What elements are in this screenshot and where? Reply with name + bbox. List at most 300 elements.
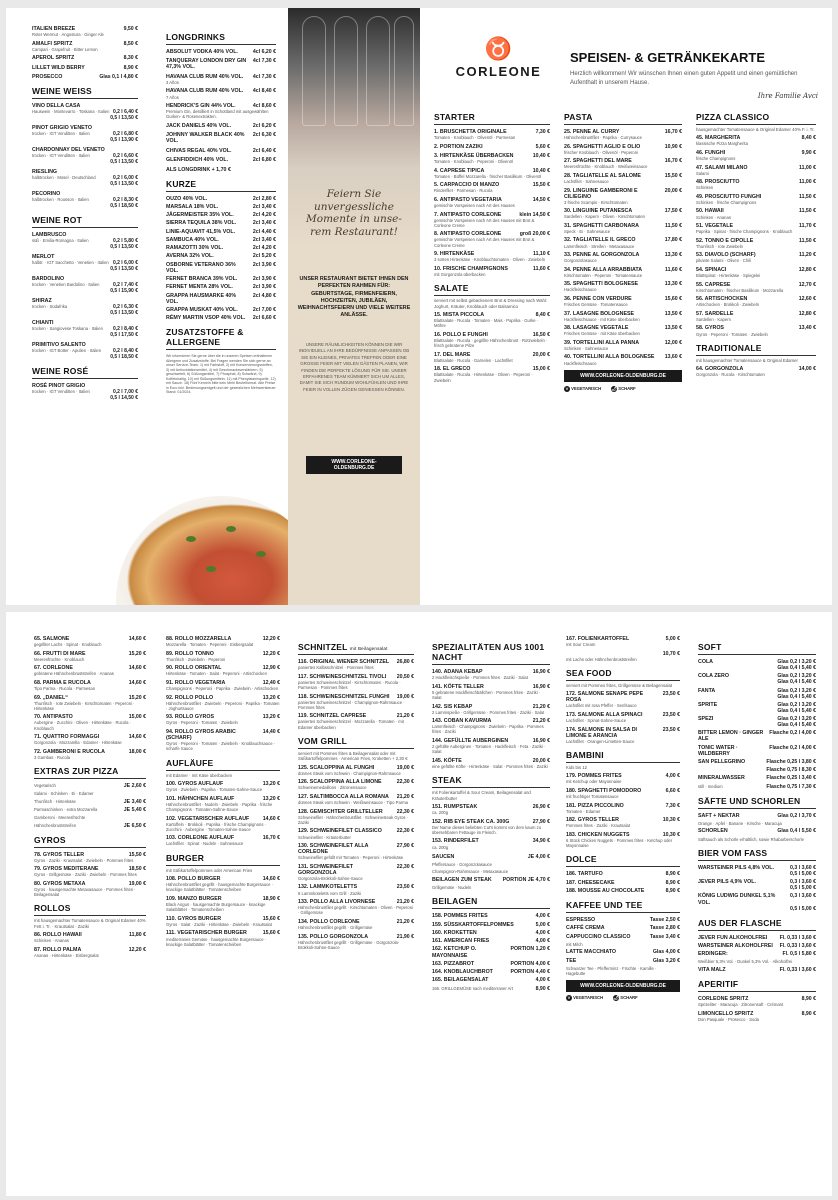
item-description: Tomaten · Knoblauch · Peperoni · Olivenöl — [434, 159, 513, 165]
section-title-rollos: ROLLOS — [34, 903, 146, 916]
legend-vegetarian: VEGETARISCH — [573, 995, 604, 1001]
legend-scharf: SCHARF — [618, 385, 636, 391]
item-name: BITTER LEMON · GINGER ALE — [698, 730, 764, 743]
item-description: Gyros · Peperoni · Tomaten · Zwiebeln — [166, 720, 238, 726]
menu-item — [698, 951, 816, 957]
item-price: 8,40 € — [535, 311, 550, 318]
item-name: 172. SALMONE SENAPE PEPE ROSA — [566, 691, 644, 704]
item-name: 26. SPAGHETTI AGLIO E OLIO — [564, 143, 641, 150]
item-description: Gyros · Zwiebeln · Paprika · Tomaten-Sahne-Sauce — [166, 787, 263, 793]
menu-item — [166, 196, 276, 202]
item-description: Schinken — [696, 185, 714, 191]
item-name: 45. MARGHERITA — [696, 135, 741, 142]
menu-item — [166, 714, 280, 725]
menu-item — [32, 55, 138, 61]
item-price: 12,20 € — [262, 636, 280, 642]
item-price: Flasche 0,25 l 3,40 € — [766, 775, 816, 782]
menu-item — [32, 383, 138, 402]
item-name: 49. PROSCIUTTO FUNGHI — [696, 193, 762, 200]
item-description: Tomaten · Büffel Mozzarella · frischer Basilikum · Olivenöl — [434, 173, 542, 179]
item-price: 13,40 € — [798, 325, 816, 332]
item-name: 94. ROLLO GYROS ARABIC (SCHARF) — [166, 729, 236, 742]
menu-item — [432, 669, 550, 680]
item-description: ca. 200g — [432, 810, 449, 815]
menu-item — [698, 837, 816, 842]
website-link[interactable]: WWW.CORLEONE-OLDENBURG.DE — [306, 456, 402, 474]
menu-item — [298, 843, 414, 860]
item-name: WARSTEINER ALKOHOLFREI — [698, 942, 773, 949]
item-price: Fl. 0,33 l 3,60 € — [779, 966, 816, 973]
item-name: 127. SALTIMBOCCA ALLA ROMANA — [298, 793, 389, 800]
item-description: Schinken · frische Champignons — [696, 199, 757, 205]
legend-vegetarian: VEGETARISCH — [571, 385, 602, 391]
item-price: 4cl 8,40 € — [252, 88, 276, 95]
section-title-pasta: PASTA — [564, 112, 682, 125]
item-description: Gyros · Grillgemüse · Zaziki · Zwiebeln · Pommes frites — [34, 872, 137, 878]
item-description: Hackfleischsauce — [564, 360, 597, 366]
grill-subtitle: serviert mit Pommes frites & Beilagensalat oder mit Süßkartoffelpommes · American Fries, Kroketten + 2,30 € — [298, 750, 408, 762]
item-price: 15,00 € — [532, 366, 550, 373]
item-price: 10,40 € — [532, 153, 550, 159]
item-price: 4cl 7,30 € — [252, 58, 276, 65]
menu-item — [564, 237, 682, 248]
item-name: FERNET MENTA 28% VOL. — [166, 284, 233, 291]
item-name: 80. GYROS METAXA — [34, 880, 86, 887]
item-price: 13,50 € — [664, 310, 682, 317]
section-title-schnitzel: SCHNITZEL mit Beilagensalat — [298, 642, 414, 655]
item-description: Aubergine · Zucchini · Oliven · Hirtenkäse · Rucola · Knoblauch — [34, 720, 132, 731]
item-price: 8,90 € — [665, 871, 680, 878]
item-name: Säftsauch als Schorle erhältlich, sowie Rhabarberschorle — [698, 836, 804, 842]
menu-item — [566, 832, 680, 849]
vegetarian-icon: V — [567, 995, 571, 1001]
menu-item — [32, 103, 138, 122]
item-price: 0,5 l 15,90 € — [110, 288, 138, 295]
item-name: CHARDONNAY DEL VENETO — [32, 146, 105, 153]
item-name: CHIANTI — [32, 319, 54, 326]
website-link[interactable]: WWW.CORLEONE-OLDENBURG.DE — [566, 980, 680, 992]
item-price: 19,00 € — [396, 693, 414, 700]
item-name: 163. PIZZABROT — [432, 960, 475, 967]
section-title-pizza-classico: PIZZA CLASSICO — [696, 112, 816, 125]
menu-item — [696, 223, 816, 234]
item-description: mit Lachs oder Hähnchenbruststreifen — [566, 656, 637, 662]
item-price: PORTION JE 4,70 € — [502, 876, 550, 883]
item-description: Gyros · Zaziki · Krautsalat · Zwiebeln · Pommes frites — [34, 857, 134, 863]
item-description: Paprika · Spinat · frische Champignons · Knoblauch — [696, 229, 793, 235]
item-price: Glas 0,2 l 3,20 € — [777, 673, 816, 680]
promo-photo-column — [288, 8, 420, 605]
menu-item — [32, 65, 138, 71]
item-price: Glas 0,2 l 3,70 € — [777, 812, 816, 819]
item-name: 90. ROLLO ORIENTAL — [166, 665, 222, 672]
item-price: 14,40 € — [262, 729, 280, 735]
item-name: 100. GYROS AUFLAUF — [166, 781, 224, 788]
item-price: 8,40 € — [801, 135, 816, 142]
item-price: 12,00 € — [664, 339, 682, 346]
item-price: 2cl 3,90 € — [252, 261, 276, 268]
item-price: 0,2 l 8,30 € — [112, 196, 138, 203]
section-title-dolce: DOLCE — [566, 854, 680, 867]
item-price: 0,2 l 6,80 € — [112, 131, 138, 138]
item-price: 11,00 € — [798, 179, 816, 186]
item-price: 10,40 € — [532, 167, 550, 174]
item-description: Lachsfilet · Sahnesauce — [564, 178, 609, 184]
menu-item — [696, 208, 816, 219]
item-name: 118. SCHWEINESCHNITZEL FUNGHI — [298, 693, 390, 700]
menu-item — [696, 238, 816, 249]
item-name: 64. GORGONZOLA — [696, 366, 744, 373]
item-description: Mozzarella · Tomaten · Peperoni · Eisbergsalat — [166, 642, 254, 648]
item-price: 9,90 € — [801, 149, 816, 156]
menu-item — [298, 694, 414, 711]
family-signature: Ihre Familie Avci — [757, 92, 818, 100]
menu-item — [298, 899, 414, 916]
item-name: ROSÉ PINOT GRIGIO — [32, 383, 86, 390]
item-description: süß · Emilia-Romagna · Italien — [32, 238, 89, 244]
item-description: gemischte Vorspeisen nach Art des Hauses mit Brot & Corleone Creme — [434, 237, 535, 248]
item-price: 8,90 € — [801, 995, 816, 1002]
item-description: Hackfleischsauce · mit Käse überbacken — [564, 316, 640, 322]
section-title-vom-grill: VOM GRILL — [298, 736, 414, 749]
item-price: 0,5 l 13,50 € — [110, 266, 138, 273]
menu-item — [166, 307, 276, 313]
menu-item — [432, 946, 550, 958]
item-name: SPEZI — [698, 716, 714, 723]
menu-item — [32, 276, 138, 295]
item-price: 0,2 l 7,00 € — [112, 389, 138, 396]
item-description: 6 Lammkoteletts vom Grill · Zaziki — [298, 890, 362, 896]
item-description: mit Ketchup oder Mayonnaise — [566, 779, 622, 785]
item-name: 67. CORLEONE — [34, 665, 73, 672]
item-price: 23,50 € — [662, 726, 680, 733]
item-price: 11,60 € — [664, 266, 682, 273]
menu-item — [434, 182, 550, 193]
menu-item — [34, 636, 146, 647]
item-name: ERDINGER: — [698, 951, 728, 958]
menu-item — [434, 129, 550, 140]
item-description: Hähnchenbrustfilet gegrillt · hausgemachte Burgersauce · knackige Salatblätter · Tomatenscheiben — [166, 882, 274, 893]
item-price: 4,00 € — [535, 938, 550, 945]
item-price: Flasche 0,25 l 3,80 € — [766, 759, 816, 766]
item-price: Fl. 0,33 l 3,60 € — [779, 942, 816, 949]
item-price: 0,3 l 3,60 € — [790, 879, 816, 886]
item-name: 162. KETCHUP O. MAYONNAISE — [432, 946, 477, 959]
item-name: MINERALWASSER — [698, 775, 745, 782]
item-price: 2cl 7,00 € — [252, 306, 276, 313]
item-name: LAMBRUSCO — [32, 232, 67, 239]
item-price: 26,80 € — [396, 659, 414, 665]
menu-item — [696, 311, 816, 322]
item-name: 165. BEILAGENSALAT — [432, 977, 489, 984]
item-price: 16,70 € — [262, 835, 280, 842]
item-name: 32. TAGLIATELLE IL GRECO — [564, 237, 636, 244]
item-name: 109. MANZO BURGER — [166, 895, 222, 902]
item-description: Ananas · Hirtenkäse · Eisbergsalat — [34, 952, 99, 958]
item-name: 25. PENNE AL CURRY — [564, 129, 620, 135]
menu-item — [166, 58, 276, 70]
item-name: 18. EL GRECO — [434, 366, 471, 373]
item-price: Glas 0,2 l 3,20 € — [777, 687, 816, 694]
item-name: ESPRESSO — [566, 917, 596, 924]
item-name: 46. FUNGHI — [696, 149, 726, 156]
item-name: 188. MOUSSE AU CHOCOLATE — [566, 887, 645, 894]
item-description: trocken · IGT Venditten · Italien — [32, 131, 90, 137]
item-price: 0,3 l 3,60 € — [790, 864, 816, 871]
item-price: 15,60 € — [664, 295, 682, 302]
menu-item — [166, 237, 276, 243]
item-price: 7,30 € — [665, 802, 680, 809]
item-price: 21,20 € — [396, 918, 414, 925]
menu-item — [698, 759, 816, 765]
item-description: 2 Lammspieße · Grillgemüse · Pommes frites · Zaziki · Salat — [432, 709, 545, 715]
item-name: mit Milch — [566, 941, 583, 947]
menu-item — [432, 704, 550, 715]
item-name: Pfeffersauce · Gorgonzolasauce — [432, 862, 492, 868]
item-name: 66. FRUTTI DI MARE — [34, 650, 86, 657]
item-description: Gyros · hausgemachte Metaxasauce · Pommes frites · Beilagensalat — [34, 886, 136, 898]
item-name: 1. BRUSCHETTA ORIGINALE — [434, 129, 507, 135]
item-description: Frisches Gemüse · mit Käse überbacken — [564, 331, 640, 337]
item-description: Hackfleischsauce — [564, 287, 597, 293]
item-description: 3 Gambas · Rucola — [34, 754, 71, 760]
item-price: JE 6,50 € — [123, 822, 146, 829]
item-name: GLENFIDDICH 40% VOL. — [166, 157, 229, 164]
item-price: 16,90 € — [532, 669, 550, 675]
item-price: 18,90 € — [262, 895, 280, 902]
item-price: 13,20 € — [262, 694, 280, 701]
item-name: Schwarzer Tee · Pfefferminz · Früchte · Kamille · Hagebutte — [566, 965, 657, 977]
item-price: 0,5 l 13,90 € — [110, 137, 138, 144]
item-description: Meeresfrüchte · Knoblauch — [34, 656, 85, 662]
item-name: 38. LASAGNE VEGETALE — [564, 325, 629, 332]
item-name: 125. SCALOPPINA AL FUNGHI — [298, 764, 375, 771]
menu-item — [434, 168, 550, 179]
item-name: Salami · Schinken · Ei · Edamer — [34, 791, 94, 797]
section-title-starter: STARTER — [434, 112, 550, 125]
item-price: 21,20 € — [532, 718, 550, 725]
item-name: 143. COBAN KAVURMA — [432, 718, 492, 725]
item-price: 12,60 € — [798, 296, 816, 303]
menu-item — [166, 896, 280, 913]
menu-item — [698, 659, 816, 671]
menu-item — [34, 866, 146, 877]
item-name: OUZO 40% VOL. — [166, 195, 208, 202]
item-name: 9. HIRTENKÄSE — [434, 251, 475, 258]
section-title-flasche: AUS DER FLASCHE — [698, 918, 816, 931]
menu-item — [166, 167, 276, 173]
menu-item — [698, 959, 816, 964]
item-price: Glas 3,20 € — [652, 957, 680, 964]
menu-item — [432, 930, 550, 936]
item-price: JE 4,00 € — [527, 853, 550, 860]
item-price: 12,70 € — [798, 281, 816, 288]
item-name: PROSECCO — [32, 74, 63, 80]
menu-item — [696, 282, 816, 293]
item-price: 0,5 l 5,00 € — [790, 905, 816, 912]
item-price: 2cl 4,20 € — [252, 212, 276, 219]
item-price: 10,70 € — [662, 650, 680, 657]
item-price: 12,20 € — [128, 946, 146, 953]
item-price: 16,90 € — [532, 738, 550, 744]
menu-item — [298, 765, 414, 776]
menu-item — [166, 695, 280, 712]
item-name: MARSALA 18% VOL. — [166, 203, 219, 210]
menu-item — [432, 684, 550, 701]
item-price: 15,20 € — [128, 694, 146, 701]
item-price: 12,40 € — [262, 679, 280, 686]
item-name: 57. SARDELLE — [696, 310, 734, 317]
item-name: SAFT + NEKTAR — [698, 812, 740, 819]
item-description: Lachsfilet · Orangen-Limetten-Sauce — [566, 738, 635, 744]
item-description: Gorgonzola · Rucola · Kirschtomaten — [696, 372, 765, 378]
item-price: 21,20 € — [396, 899, 414, 906]
item-price: 2cl 3,40 € — [252, 236, 276, 243]
item-name: 34. PENNE ALLA ARRABBIATA — [564, 266, 643, 273]
column-pizza — [688, 106, 824, 605]
item-description: Gorgonzola-Brokkoli-Sahne-Sauce — [298, 875, 363, 881]
menu-item — [698, 828, 816, 834]
menu-item — [34, 791, 146, 796]
item-price: 2cl 3,40 € — [252, 220, 276, 227]
menu-item — [698, 784, 816, 790]
item-name: Parmaschinken · extra Mozzarella — [34, 807, 98, 813]
menu-item — [166, 729, 280, 752]
item-name: 117. SCHWEINESCHNITZEL TIVOLI — [298, 673, 387, 680]
item-price: 2cl 3,40 € — [252, 203, 276, 210]
item-name: 35. SPAGHETTI BOLOGNESE — [564, 281, 639, 288]
item-name: 36. PENNE CON VERDURE — [564, 295, 632, 302]
item-description: Blattsalate · Rucola · Hirtenkäse · Oliven · Peperoni · Zwiebeln — [434, 372, 533, 383]
item-price: 14,60 € — [262, 815, 280, 822]
menu-item — [698, 935, 816, 941]
welcome-text: Herzlich willkommen! Wir wünschen Ihnen einen guten Appetit und einen gemütlichen Aufenthalt in unserem Hause. — [570, 71, 798, 86]
item-price: 2cl 3,90 € — [252, 284, 276, 291]
menu-item — [698, 673, 816, 685]
item-price: Fl. 0,5 l 5,80 € — [782, 951, 816, 958]
item-description: Blattsalate · Rucola · Garnelen · Lachsfilet — [434, 357, 513, 363]
item-name: 141. KÖFTE TELLER — [432, 683, 484, 690]
menu-item — [696, 165, 816, 176]
item-description: eine gefüllte Köfte · Hirtenkäse · Salat · Pommes frites · Zaziki — [432, 763, 548, 769]
menu-item — [166, 665, 280, 676]
item-price: 17,50 € — [664, 208, 682, 215]
item-name: 102. VEGETARISCHER AUFLAUF — [166, 815, 250, 822]
menu-item — [166, 148, 276, 154]
menu-item — [432, 838, 550, 849]
item-price: 13,30 € — [664, 281, 682, 288]
item-price: 16,50 € — [532, 331, 550, 338]
item-price: 0,3 l 3,60 € — [790, 893, 816, 900]
item-name: Gamberoni · Meeresfrüchte — [34, 815, 86, 821]
item-name: 29. LINGUINE GAMBERONI E CILIEGINO — [564, 187, 638, 200]
item-name: 51. VEGETALE — [696, 223, 733, 230]
item-name: 52. TONNO E CIPOLLE — [696, 237, 754, 244]
item-price: Flasche 0,2 l 4,00 € — [769, 744, 816, 751]
wine-glass-image — [366, 16, 390, 126]
item-price: Glas 0,4 l 5,50 € — [777, 828, 816, 835]
menu-item — [566, 727, 680, 744]
item-description: Hähnchenbrustfilet · Zwiebeln · Peperoni · Paprika · Tomaten · Joghurtsauce — [166, 700, 280, 711]
menu-item — [432, 977, 550, 983]
menu-item — [34, 947, 146, 958]
item-price: 0,5 l 13,50 € — [110, 310, 138, 317]
item-description: gebratene Hähnchenbruststreifen · Ananas — [34, 671, 114, 677]
item-name: Orange · Apfel · Banane · Kirsche · Maracuja — [698, 821, 782, 826]
menu-item — [564, 129, 682, 140]
column-starter-salate — [426, 106, 558, 605]
item-description: Tipo Parma · Rucola · Parmesan — [34, 685, 96, 691]
item-description: Hähnchenbrustfilet · Paprika · Currysauce — [564, 135, 642, 141]
item-description: pikante Salami · Oliven · Chili — [696, 258, 751, 264]
menu-item — [34, 695, 146, 712]
item-name: PECORINO — [32, 190, 61, 197]
item-name: 111. VEGETARISCHER BURGER — [166, 930, 247, 937]
menu-item — [166, 49, 276, 55]
menu-item — [564, 296, 682, 307]
item-price: 15,50 € — [664, 172, 682, 179]
item-price: 22,30 € — [396, 863, 414, 870]
item-name: JOHNNY WALKER BLACK 40% VOL. — [166, 132, 245, 145]
item-name: ITALIEN BREEZE — [32, 26, 76, 32]
menu-item — [432, 869, 550, 874]
item-name: FANTA — [698, 687, 716, 694]
item-price: 11,50 € — [664, 222, 682, 229]
section-title-traditionale: TRADITIONALE — [696, 343, 816, 356]
menu-title: SPEISEN- & GETRÄNKEKARTE — [570, 50, 766, 65]
item-price: 21,20 € — [396, 793, 414, 800]
item-price: 15,60 € — [262, 930, 280, 937]
item-name: 140. ADANA KEBAP — [432, 669, 483, 675]
rollos-subtitle: mit hausgemachter Tomatensauce & Original Edamer 40% Fett i. Tr. · Krautsalat · Zaziki — [34, 918, 146, 929]
item-price: 0,5 l 5,00 € — [790, 871, 816, 878]
item-price: 12,80 € — [798, 266, 816, 273]
item-description: Schinken · Ananas — [696, 214, 731, 220]
menu-item — [432, 862, 550, 867]
item-price: 27,90 € — [532, 818, 550, 825]
menu-item — [566, 788, 680, 799]
item-price: 0,2 l 6,40 € — [112, 109, 138, 116]
item-description: Tomaten · Knoblauch · Olivenöl · Parmesan — [434, 135, 516, 141]
item-price: 2cl 6,30 € — [252, 132, 276, 139]
item-description: trocken · IGT Botter · Apulien · Italien — [32, 347, 102, 353]
menu-item — [564, 281, 682, 292]
item-description: Speck · Ei · Sahnesauce — [564, 228, 611, 234]
item-price: 23,50 € — [662, 711, 680, 718]
item-description: Hähnchenbrustfilet gegrillt · Grillgemüse — [298, 925, 373, 931]
item-price: 15,50 € — [128, 851, 146, 858]
item-name: 17. DEL MARE — [434, 351, 471, 358]
section-title-extras: EXTRAS ZUR PIZZA — [34, 766, 146, 779]
item-price: 21,20 € — [532, 703, 550, 710]
item-description: Lachsfilet · Spinat-Sahne-Sauce — [566, 718, 627, 724]
item-name: 27. SPAGHETTI DEL MARE — [564, 158, 632, 165]
item-name: 182. GYROS TELLER — [566, 817, 619, 824]
item-name: SPRITE — [698, 701, 718, 708]
menu-item — [298, 864, 414, 881]
item-price: 0,5 l 13,50 € — [110, 159, 138, 166]
website-link[interactable]: WWW.CORLEONE-OLDENBURG.DE — [564, 370, 682, 382]
item-name: TEE — [566, 957, 577, 964]
menu-item — [434, 212, 550, 229]
item-price: 15,00 € — [128, 714, 146, 721]
item-description: Lachsfilet mit rosa Pfeffer · Senfsauce — [566, 703, 637, 709]
menu-item — [166, 262, 276, 274]
menu-item — [166, 636, 280, 647]
item-price: 8,90 € — [123, 64, 138, 71]
menu-item — [566, 966, 680, 977]
item-name: 4. CAPRESE TIPICA — [434, 167, 485, 174]
